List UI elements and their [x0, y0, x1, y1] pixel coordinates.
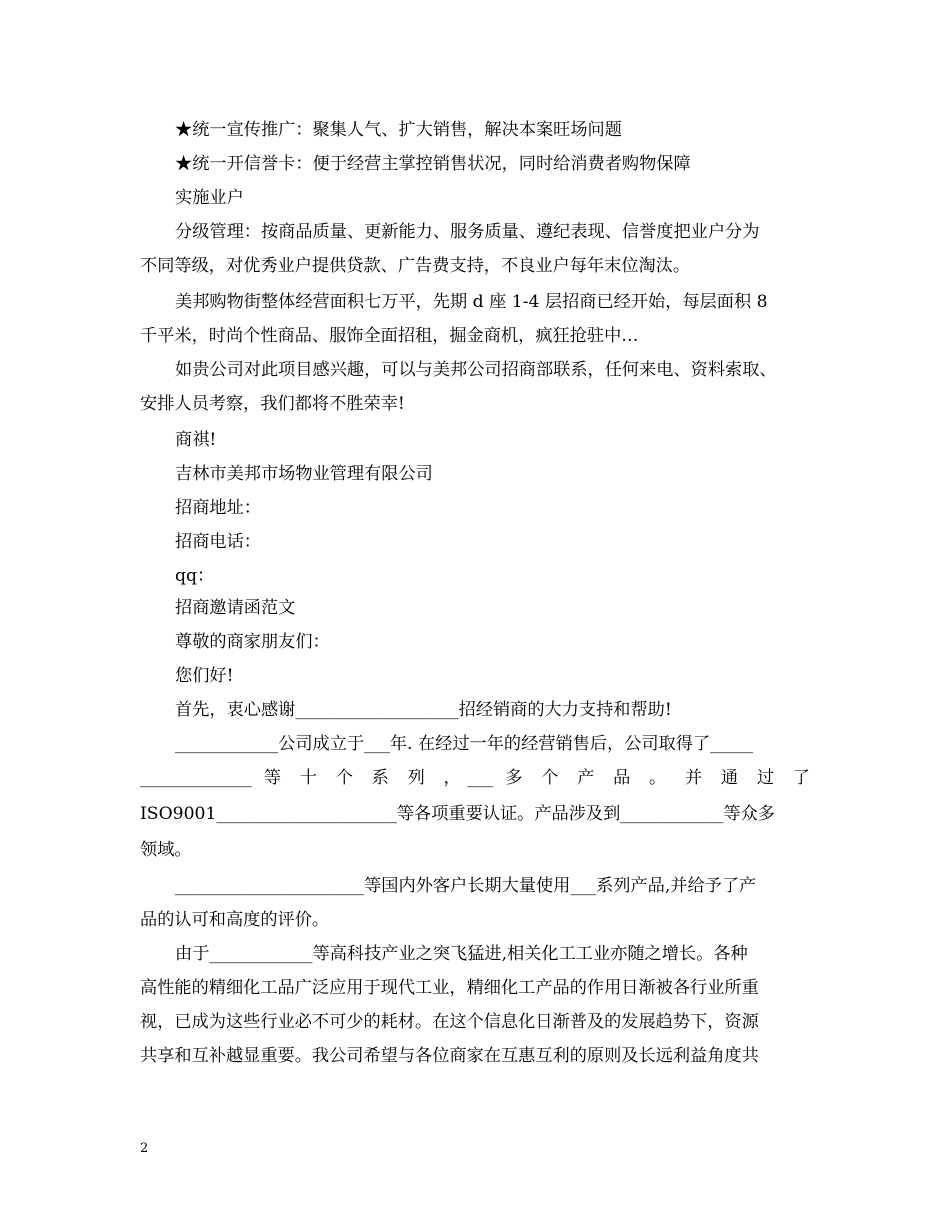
- text-line: 商祺!: [175, 430, 217, 450]
- text-line: 安排人员考察，我们都将不胜荣幸!: [140, 394, 405, 414]
- text-line: ______________________等国内外客户长期大量使用___系列产品,并给予了产: [175, 876, 757, 896]
- text-line: ____________公司成立于___年. 在经过一年的经营销售后，公司取得了_____: [175, 734, 754, 754]
- text-line: 品的认可和高度的评价。: [140, 910, 330, 930]
- text-line: 实施业户: [175, 188, 244, 208]
- text-line: 尊敬的商家朋友们：: [175, 632, 330, 652]
- text-line: 首先，衷心感谢___________________招经销商的大力支持和帮助!: [175, 700, 672, 720]
- text-line: ISO9001_____________________等各项重要认证。产品涉及到____________等众多: [140, 804, 775, 824]
- text-line: _____________ 等 十 个 系 列 ，___ 多 个 产 品 。 并 通 过 了: [140, 768, 810, 788]
- text-line: 共享和互补越显重要。我公司希望与各位商家在互惠互利的原则及长远利益角度共: [140, 1046, 759, 1066]
- text-line: 招商地址：: [175, 498, 261, 518]
- text-line: 由于____________等高科技产业之突飞猛进,相关化工工业亦随之增长。各种: [175, 944, 748, 964]
- text-line: 分级管理：按商品质量、更新能力、服务质量、遵纪表现、信誉度把业户分为: [175, 222, 760, 242]
- text-line: 您们好!: [175, 666, 234, 686]
- text-line: 高性能的精细化工品广泛应用于现代工业，精细化工产品的作用日渐被各行业所重: [140, 978, 759, 998]
- text-line: qq：: [175, 566, 215, 586]
- text-line: ★统一宣传推广：聚集人气、扩大销售，解决本案旺场问题: [175, 120, 622, 140]
- text-line: 如贵公司对此项目感兴趣，可以与美邦公司招商部联系，任何来电、资料索取、: [175, 360, 777, 380]
- text-line: 不同等级，对优秀业户提供贷款、广告费支持，不良业户每年末位淘汰。: [140, 256, 691, 276]
- text-line: 招商电话：: [175, 532, 261, 552]
- text-line: 领域。: [140, 840, 192, 860]
- text-line: 千平米，时尚个性商品、服饰全面招租，掘金商机，疯狂抢驻中…: [140, 326, 639, 346]
- text-line: 视，已成为这些行业必不可少的耗材。在这个信息化日渐普及的发展趋势下，资源: [140, 1012, 759, 1032]
- text-line: 美邦购物街整体经营面积七万平，先期 d 座 1-4 层招商已经开始，每层面积 8: [175, 292, 768, 312]
- text-line: 吉林市美邦市场物业管理有限公司: [175, 464, 433, 484]
- text-line: 招商邀请函范文: [175, 598, 296, 618]
- page-number: 2: [140, 1141, 149, 1156]
- text-line: ★统一开信誉卡：便于经营主掌控销售状况，同时给消费者购物保障: [175, 154, 691, 174]
